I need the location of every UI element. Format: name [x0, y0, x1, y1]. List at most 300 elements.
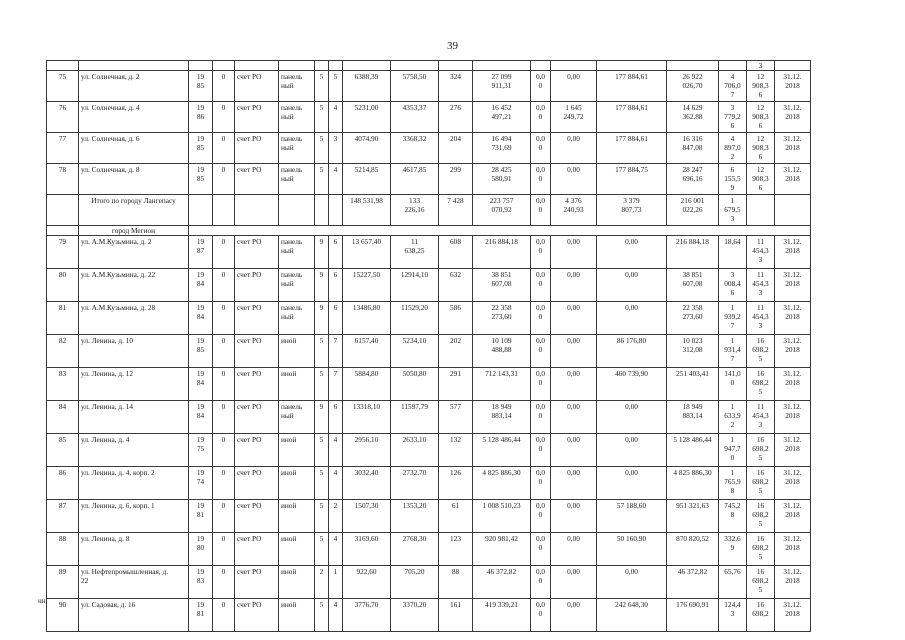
cell-own: 242 648,30 [597, 599, 667, 632]
cell-ext: 0,0 0 [531, 434, 551, 467]
cell-mat: иной [279, 566, 315, 599]
total-label: Итого по городу Лангепасу [79, 195, 189, 226]
cell-own: 86 176,80 [597, 335, 667, 368]
table-row [47, 401, 811, 434]
cell-area2: 5758,50 [391, 71, 439, 102]
cell-year: 19 86 [189, 102, 213, 133]
cell-n: 85 [47, 434, 79, 467]
cell [279, 195, 315, 226]
cell-lim: 332,6 9 [719, 533, 747, 566]
cell-oth: 26 922 026,70 [667, 71, 719, 102]
cell [597, 61, 667, 71]
cell-addr: ул. Солнечная, д. 4 [79, 102, 189, 133]
cell-area2: 11 638,25 [391, 236, 439, 269]
cell-year: 19 85 [189, 133, 213, 164]
cell-fl: 9 [315, 401, 329, 434]
cell-fl: 5 [315, 133, 329, 164]
cell-res: 577 [439, 401, 473, 434]
cell-acct: счет РО [235, 302, 279, 335]
cell-lim: 124,4 3 [719, 599, 747, 632]
cell-acct: счет РО [235, 401, 279, 434]
cell-n: 88 [47, 533, 79, 566]
cell-cost: 920 981,42 [473, 533, 531, 566]
cell-oth: 951 321,63 [667, 500, 719, 533]
cell-fl: 5 [315, 71, 329, 102]
cell [329, 61, 343, 71]
cell-fl: 9 [315, 269, 329, 302]
cell-acct: счет РО [235, 368, 279, 401]
cell-reg: 0,00 [551, 434, 597, 467]
cell-ext: 0,0 0 [531, 133, 551, 164]
cell [531, 61, 551, 71]
cell [213, 195, 235, 226]
cell-addr: ул. Солнечная, д. 8 [79, 164, 189, 195]
cell-mat: панель ный [279, 71, 315, 102]
cell-area: 922,60 [343, 566, 391, 599]
cell [551, 61, 597, 71]
cell-fl: 5 [315, 335, 329, 368]
cell-area2: 4353,37 [391, 102, 439, 133]
cell-en: 4 [329, 467, 343, 500]
cell-ext: 0,0 0 [531, 302, 551, 335]
cell-reg: 0,00 [551, 302, 597, 335]
cell-area: 5884,80 [343, 368, 391, 401]
cell-date: 31.12. 2018 [775, 335, 811, 368]
cell-acct: счет РО [235, 566, 279, 599]
cell-oth: 22 358 273,60 [667, 302, 719, 335]
cell-oth: 46 372,82 [667, 566, 719, 599]
cell-area2: 5050,80 [391, 368, 439, 401]
cell-fl: 5 [315, 533, 329, 566]
cell-n: 77 [47, 133, 79, 164]
cell-area: 3169,60 [343, 533, 391, 566]
table-row [47, 599, 811, 632]
cell-addr: ул. Ленина, д. 6, корп. 1 [79, 500, 189, 533]
cell-res: 299 [439, 164, 473, 195]
cell-area: 6388,39 [343, 71, 391, 102]
cell-own: 57 188,60 [597, 500, 667, 533]
cell-zero: 0 [213, 269, 235, 302]
total-own: 3 379 807,73 [597, 195, 667, 226]
cell-reg: 0,00 [551, 401, 597, 434]
cell-acct: счет РО [235, 71, 279, 102]
table-row [47, 102, 811, 133]
cell-ext: 0,0 0 [531, 102, 551, 133]
cell-area2: 3370,20 [391, 599, 439, 632]
cell-max: 12 908,3 6 [747, 71, 775, 102]
cell-oth: 870 820,52 [667, 533, 719, 566]
cell-addr: ул. А.М.Кузьмина, д. 22 [79, 269, 189, 302]
cell-mat: панель ный [279, 133, 315, 164]
cell [279, 61, 315, 71]
cell-en: 2 [329, 500, 343, 533]
cell-en: 6 [329, 302, 343, 335]
cell-oth: 176 690,91 [667, 599, 719, 632]
cell-oth: 251 403,41 [667, 368, 719, 401]
cell-zero: 0 [213, 434, 235, 467]
cell-ext: 0,0 0 [531, 500, 551, 533]
cell [775, 195, 811, 226]
cell-own: 460 739,90 [597, 368, 667, 401]
cell-res: 61 [439, 500, 473, 533]
total-cost: 223 757 070,92 [473, 195, 531, 226]
cell-ext: 0,0 0 [531, 335, 551, 368]
cell-mat: иной [279, 467, 315, 500]
cell-n: 78 [47, 164, 79, 195]
table-row [47, 434, 811, 467]
cell-en: 1 [329, 566, 343, 599]
cell-n: 84 [47, 401, 79, 434]
cell-area2: 5234,10 [391, 335, 439, 368]
total-ext: 0,0 0 [531, 195, 551, 226]
cell-addr: ул. Солнечная, д. 2 [79, 71, 189, 102]
cell-acct: счет РО [235, 434, 279, 467]
cell-max: 11 454,3 3 [747, 269, 775, 302]
cell [391, 61, 439, 71]
cell-area2: 11529,20 [391, 302, 439, 335]
cell-date: 31.12. 2018 [775, 164, 811, 195]
cell-cost: 712 143,31 [473, 368, 531, 401]
table-row [47, 566, 811, 599]
cell-lim: 4 706,0 7 [719, 71, 747, 102]
cell-addr: ул. Ленина, д. 14 [79, 401, 189, 434]
cell [47, 195, 79, 226]
cell-res: 608 [439, 236, 473, 269]
cell-acct: счет РО [235, 133, 279, 164]
cell-year: 19 85 [189, 71, 213, 102]
cell [47, 61, 79, 71]
cell [329, 195, 343, 226]
cell-area: 5214,85 [343, 164, 391, 195]
cell-ext: 0,0 0 [531, 566, 551, 599]
cell-date: 31.12. 2018 [775, 102, 811, 133]
cell-area2: 705,20 [391, 566, 439, 599]
total-oth: 216 001 022,26 [667, 195, 719, 226]
cell-max: 16 698,2 5 [747, 467, 775, 500]
cell-reg: 0,00 [551, 269, 597, 302]
cell-fl: 5 [315, 368, 329, 401]
cell-own: 0,00 [597, 269, 667, 302]
cell-addr: ул. Садовая, д. 16 [79, 599, 189, 632]
cell-zero: 0 [213, 599, 235, 632]
cell-reg: 0,00 [551, 71, 597, 102]
cell-res: 586 [439, 302, 473, 335]
cell-lim: 745,2 8 [719, 500, 747, 533]
cell-own: 177 884,61 [597, 71, 667, 102]
cell-max: 12 908,3 6 [747, 133, 775, 164]
table-row [47, 368, 811, 401]
cell-own: 0,00 [597, 566, 667, 599]
cell-area: 5231,00 [343, 102, 391, 133]
cell-max: 16 698,2 [747, 599, 775, 632]
cell-date: 31.12. 2018 [775, 71, 811, 102]
cell-ext: 0,0 0 [531, 368, 551, 401]
table-row [47, 164, 811, 195]
cell-date: 31.12. 2018 [775, 533, 811, 566]
cell-oth: 216 884,18 [667, 236, 719, 269]
city-row [47, 226, 811, 236]
cell-year: 19 75 [189, 434, 213, 467]
table-row [47, 335, 811, 368]
cell [747, 195, 775, 226]
cell-n: 86 [47, 467, 79, 500]
city-name: город Мегион [79, 226, 189, 236]
cell-n: 81 [47, 302, 79, 335]
cell-res: 123 [439, 533, 473, 566]
cell-res: 291 [439, 368, 473, 401]
cell-cost: 1 008 510,23 [473, 500, 531, 533]
cell-fl: 5 [315, 599, 329, 632]
cell-max: 16 698,2 5 [747, 533, 775, 566]
cell-area2: 2732,70 [391, 467, 439, 500]
cell-year: 19 74 [189, 467, 213, 500]
page-number: 39 [447, 40, 458, 52]
cell [775, 61, 811, 71]
cell-oth: 5 128 486,44 [667, 434, 719, 467]
cell-en: 7 [329, 335, 343, 368]
cell-en: 5 [329, 71, 343, 102]
cell-year: 19 85 [189, 164, 213, 195]
cell-max: 12 908,3 6 [747, 164, 775, 195]
total-reg: 4 376 240,93 [551, 195, 597, 226]
cell-fl: 5 [315, 500, 329, 533]
cell [343, 61, 391, 71]
cell-oth: 38 851 607,08 [667, 269, 719, 302]
table-row [47, 302, 811, 335]
cell-cost: 16 452 497,21 [473, 102, 531, 133]
cell-year: 19 87 [189, 236, 213, 269]
cell-area: 6157,40 [343, 335, 391, 368]
cell-year: 19 84 [189, 269, 213, 302]
cell-max: 12 908,3 6 [747, 102, 775, 133]
cell-res: 324 [439, 71, 473, 102]
cell-reg: 0,00 [551, 566, 597, 599]
cell-reg: 0,00 [551, 533, 597, 566]
cell-date: 31.12. 2018 [775, 236, 811, 269]
cell-max: 16 698,2 5 [747, 335, 775, 368]
cell-year: 19 83 [189, 566, 213, 599]
total-area2: 133 226,16 [391, 195, 439, 226]
cell-res: 132 [439, 434, 473, 467]
cell [189, 61, 213, 71]
cell [315, 195, 329, 226]
cell-zero: 0 [213, 102, 235, 133]
cell-max: 16 698,2 5 [747, 566, 775, 599]
cell [213, 61, 235, 71]
cell-en: 6 [329, 236, 343, 269]
cell-own: 0,00 [597, 236, 667, 269]
cell-cost: 4 825 886,30 [473, 467, 531, 500]
cell-area: 15227,50 [343, 269, 391, 302]
cell [439, 61, 473, 71]
cell-acct: счет РО [235, 500, 279, 533]
cell-fl: 5 [315, 102, 329, 133]
cell-ext: 0,0 0 [531, 71, 551, 102]
cell-zero: 0 [213, 236, 235, 269]
cell-cost: 16 494 731,69 [473, 133, 531, 164]
total-row [47, 195, 811, 226]
cell-year: 19 84 [189, 401, 213, 434]
cell-reg: 0,00 [551, 164, 597, 195]
cell-area: 1507,30 [343, 500, 391, 533]
cell-zero: 0 [213, 368, 235, 401]
cell-cost: 419 339,21 [473, 599, 531, 632]
cell: 3 [747, 61, 775, 71]
cell-addr: ул. А.М.Кузьмина, д. 28 [79, 302, 189, 335]
cell-date: 31.12. 2018 [775, 368, 811, 401]
cell-fl: 9 [315, 236, 329, 269]
cell-addr: ул. Ленина, д. 12 [79, 368, 189, 401]
cell-area2: 11597,79 [391, 401, 439, 434]
cell-date: 31.12. 2018 [775, 401, 811, 434]
cell-addr: ул. Ленина, д. 4, корп. 2 [79, 467, 189, 500]
cell-zero: 0 [213, 71, 235, 102]
cell-reg: 0,00 [551, 236, 597, 269]
table-row [47, 236, 811, 269]
cell-fl: 5 [315, 434, 329, 467]
total-lim: 1 679,5 3 [719, 195, 747, 226]
cell-reg: 1 645 249,72 [551, 102, 597, 133]
cell-n: 79 [47, 236, 79, 269]
cell-date: 31.12. 2018 [775, 133, 811, 164]
cell-max: 16 698,2 5 [747, 500, 775, 533]
cell-mat: панель ный [279, 401, 315, 434]
cell-max: 11 454,3 3 [747, 302, 775, 335]
cell-n: 90 [47, 599, 79, 632]
housing-table [46, 60, 811, 632]
cell-max: 16 698,2 5 [747, 434, 775, 467]
cell-en: 7 [329, 368, 343, 401]
cell-cost: 46 372,82 [473, 566, 531, 599]
cell-res: 202 [439, 335, 473, 368]
cell-acct: счет РО [235, 269, 279, 302]
cell-lim: 1 931,4 7 [719, 335, 747, 368]
cell-ext: 0,0 0 [531, 467, 551, 500]
cell [719, 61, 747, 71]
cell-en: 6 [329, 269, 343, 302]
cell-lim: 6 155,5 9 [719, 164, 747, 195]
cell-date: 31.12. 2018 [775, 599, 811, 632]
cell-lim: 1 939,2 7 [719, 302, 747, 335]
cell-acct: счет РО [235, 533, 279, 566]
cell-zero: 0 [213, 533, 235, 566]
cell-acct: счет РО [235, 164, 279, 195]
cell-reg: 0,00 [551, 133, 597, 164]
cell [473, 61, 531, 71]
cell-cost: 38 851 607,08 [473, 269, 531, 302]
total-res: 7 428 [439, 195, 473, 226]
cell-acct: счет РО [235, 467, 279, 500]
cell-mat: панель ный [279, 102, 315, 133]
cell-area: 13 657,40 [343, 236, 391, 269]
cell-lim: 18,64 [719, 236, 747, 269]
cell-zero: 0 [213, 500, 235, 533]
cell-addr: ул. Ленина, д. 8 [79, 533, 189, 566]
cell-addr: ул. Ленина, д. 4 [79, 434, 189, 467]
cell-date: 31.12. 2018 [775, 269, 811, 302]
cell-zero: 0 [213, 302, 235, 335]
cell [47, 226, 79, 236]
cell-addr: ул. Ленина, д. 10 [79, 335, 189, 368]
cell-oth: 28 247 696,16 [667, 164, 719, 195]
cell-oth: 14 629 362,88 [667, 102, 719, 133]
cell-fl: 9 [315, 302, 329, 335]
cell-addr: ул. Солнечная, д. 6 [79, 133, 189, 164]
cell-date: 31.12. 2018 [775, 566, 811, 599]
cell-own: 0,00 [597, 302, 667, 335]
cell-en: 4 [329, 102, 343, 133]
cell-area: 2956,10 [343, 434, 391, 467]
cell-ext: 0,0 0 [531, 269, 551, 302]
cell [315, 61, 329, 71]
cell-mat: панель ный [279, 236, 315, 269]
cell-area2: 2633,10 [391, 434, 439, 467]
table-row [47, 133, 811, 164]
cell-mat: панель ный [279, 302, 315, 335]
cell-cost: 216 884,18 [473, 236, 531, 269]
table-row [47, 467, 811, 500]
cell-addr: ул. Нефтепромышленная, д. 22 [79, 566, 189, 599]
cell-en: 3 [329, 133, 343, 164]
cell-en: 4 [329, 599, 343, 632]
cell-year: 19 81 [189, 599, 213, 632]
cell-area: 3032,40 [343, 467, 391, 500]
cell-zero: 0 [213, 335, 235, 368]
cell-lim: 4 897,0 2 [719, 133, 747, 164]
cell-cost: 5 128 486,44 [473, 434, 531, 467]
cell-fl: 2 [315, 566, 329, 599]
cell-year: 19 81 [189, 500, 213, 533]
total-area: 148 531,98 [343, 195, 391, 226]
cell-date: 31.12. 2018 [775, 467, 811, 500]
cell-own: 177 884,75 [597, 164, 667, 195]
cell-lim: 3 008,4 6 [719, 269, 747, 302]
cell-zero: 0 [213, 467, 235, 500]
cell [235, 195, 279, 226]
cell-en: 4 [329, 533, 343, 566]
cell-res: 161 [439, 599, 473, 632]
cell-fl: 5 [315, 467, 329, 500]
cell-n: 75 [47, 71, 79, 102]
cell-max: 11 454,3 3 [747, 401, 775, 434]
cell-reg: 0,00 [551, 500, 597, 533]
cell-max: 16 698,2 5 [747, 368, 775, 401]
cell-ext: 0,0 0 [531, 401, 551, 434]
cell-n: 80 [47, 269, 79, 302]
cell-en: 4 [329, 434, 343, 467]
cell-area2: 4617,85 [391, 164, 439, 195]
cell-n: 87 [47, 500, 79, 533]
cell-ext: 0,0 0 [531, 164, 551, 195]
cell-mat: иной [279, 599, 315, 632]
cell [235, 61, 279, 71]
cell [189, 195, 213, 226]
cell-oth: 16 316 847,08 [667, 133, 719, 164]
cell-own: 0,00 [597, 401, 667, 434]
cell-cost: 28 425 580,91 [473, 164, 531, 195]
cell-mat: иной [279, 533, 315, 566]
cell-res: 88 [439, 566, 473, 599]
cell-cost: 18 949 883,14 [473, 401, 531, 434]
cell-own: 177 884,61 [597, 133, 667, 164]
cell-lim: 1 633,9 2 [719, 401, 747, 434]
cell-area: 3776,70 [343, 599, 391, 632]
cell-oth: 18 949 883,14 [667, 401, 719, 434]
cell-acct: счет РО [235, 599, 279, 632]
cell-date: 31.12. 2018 [775, 302, 811, 335]
cell-en: 4 [329, 164, 343, 195]
cell-lim: 141,0 0 [719, 368, 747, 401]
